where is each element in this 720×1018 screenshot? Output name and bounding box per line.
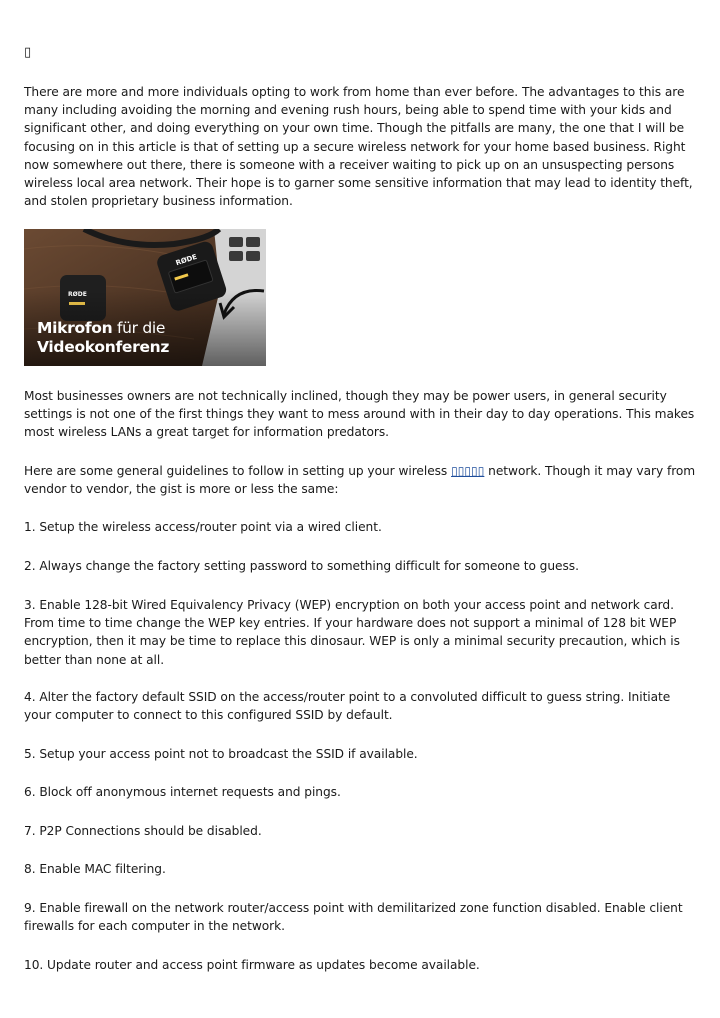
step-4: 4. Alter the factory default SSID on the access/router point to a convoluted difficult to guess string. Initiate your computer to connect to this configured SSID by default. [24,690,671,723]
step-9: 9. Enable firewall on the network router/access point with demilitarized zone function disabled. Enable client firewalls for each computer in the network. [24,901,683,934]
hero-image [24,229,266,366]
wireless-link[interactable]: ▯▯▯▯▯ [451,464,485,478]
step-5: 5. Setup your access point not to broadcast the SSID if available. [24,747,418,761]
guidelines-text-before: Here are some general guidelines to follow in setting up your wireless [24,464,452,478]
caption-line-2: Videokonferenz [37,338,170,356]
step-8: 8. Enable MAC filtering. [24,862,166,876]
guidelines-paragraph [24,462,696,498]
step-6: 6. Block off anonymous internet requests and pings. [24,785,341,799]
step-3: 3. Enable 128-bit Wired Equivalency Privacy (WEP) encryption on both your access point and network card. From time to time change the WEP key entries. If your hardware does not support a minimal of 128 bit WEP encryption, then it may be time to replace this dinosaur. WEP is only a minimal security precaution, which is better than none at all. [24,598,680,667]
step-10: 10. Update router and access point firmware as updates become available. [24,958,480,972]
hero-caption [37,319,169,357]
step-1: 1. Setup the wireless access/router point via a wired client. [24,520,382,534]
caption-bold: Mikrofon [37,319,113,337]
step-2: 2. Always change the factory setting password to something difficult for someone to guess. [24,559,579,573]
guidelines-text-after: network. Though it may vary from vendor to vendor, the gist is more or less the same: [24,464,696,497]
intro-paragraph: There are more and more individuals opting to work from home than ever before. The advantages to this are many including avoiding the morning and evening rush hours, being able to spend time with your kids and significant other, and doing everything on your own time. Though the pitfalls are many, the one that I will be focusing on in this article is that of setting up a secure wireless network for your home based business. Right now somewhere out there, there is someone with a receiver waiting to pick up on an unsuspecting persons wireless local area network. Their hope is to garner some sensitive information that may lead to identity theft, and stolen proprietary business information. [24,85,693,209]
step-7: 7. P2P Connections should be disabled. [24,824,262,838]
caption-light: für die [112,319,166,337]
businesses-paragraph: Most businesses owners are not technically inclined, though they may be power users, in general security settings is not one of the first things they want to mess around with in their day to day operations. This makes most wireless LANs a great target for information predators. [24,389,695,440]
missing-glyph-icon: ▯ [24,45,32,60]
